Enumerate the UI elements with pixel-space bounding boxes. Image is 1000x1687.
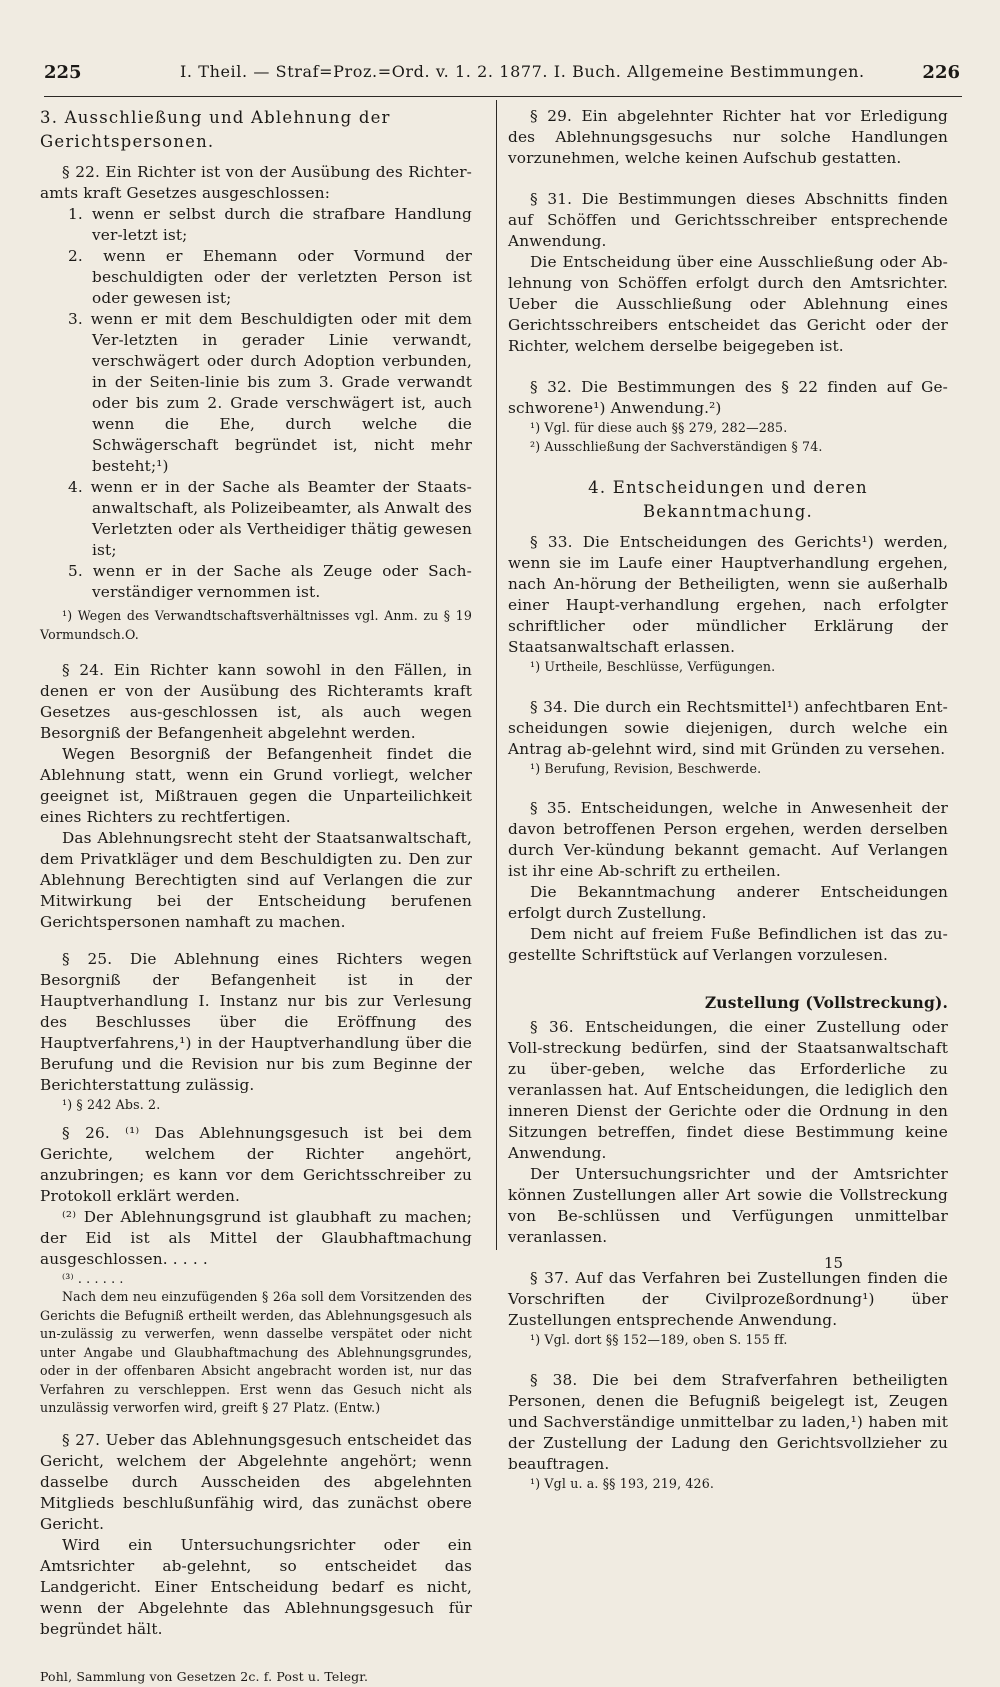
footnote: ¹) Vgl. für diese auch §§ 279, 282—285.	[530, 420, 788, 435]
paragraph-section: § 35. Entscheidungen, welche in Anwesenheit der davon betroffenen Person ergehen, werden derselben durch Ver-kündung bekannt gemacht. Auf Verlangen ist ihr eine Ab-schrift zu ertheilen.	[508, 799, 948, 880]
list-item: 4. wenn er in der Sache als Beamter der Staats-anwaltschaft, als Polizeibeamter, als Anwalt des Verletzten oder als Vertheidiger thätig gewesen ist;	[68, 478, 472, 559]
section-heading: 4. Entscheidungen und deren Bekanntmachung.	[588, 478, 868, 521]
page-number-right: 226	[922, 62, 960, 83]
paragraph-section: § 27. Ueber das Ablehnungsgesuch entscheidet das Gericht, welchem der Abgelehnte angehört; wenn dasselbe durch Ausscheiden des abgelehnten Mitglieds beschlußunfähig wird, das zunächst obere Gericht.	[40, 1430, 472, 1533]
section-heading: 3. Ausschließung und Ablehnung der Gerichtspersonen.	[40, 108, 391, 151]
paragraph: ⁽²⁾ Der Ablehnungsgrund ist glaubhaft zu machen; der Eid ist als Mittel der Glaubhaftmachung ausgeschlossen. . . . .	[40, 1207, 472, 1268]
paragraph-section: § 29. Ein abgelehnter Richter hat vor Erledigung des Ablehnungsgesuchs nur solche Handlungen vorzunehmen, welche keinen Aufschub gestatten.	[508, 107, 948, 167]
paragraph-section: § 33. Die Entscheidungen des Gerichts¹) werden, wenn sie im Laufe einer Hauptverhandlung ergehen, nach An-hörung der Betheiligten, wenn sie außerhalb einer Haupt-verhandlung ergehen, nach erfolgter schriftlicher oder mündlicher Erklärung der Staatsanwaltschaft erlassen.	[508, 533, 948, 656]
footnote: ⁽³⁾ . . . . . .	[62, 1270, 124, 1286]
spacer	[508, 456, 948, 476]
spacer	[40, 644, 472, 660]
footnote: Nach dem neu einzufügenden § 26a soll dem Vorsitzenden des Gerichts die Befugniß ertheilt werden, das Ablehnungsgesuch als un-zulässig zu verwerfen, wenn dasselbe verspätet oder nicht unter Angabe und Glaubhaftmachung des Ablehnungsgrundes, oder in der offenbaren Absicht angebracht worden ist, nur das Verfahren zu verschleppen. Erst wenn das Gesuch nicht als unzulässig verworfen wird, greift § 27 Platz. (Entw.)	[40, 1289, 472, 1415]
list-item: 2. wenn er Ehemann oder Vormund der beschuldigten oder der verletzten Person ist oder gewesen ist;	[68, 247, 472, 307]
spacer	[508, 778, 948, 798]
running-header	[44, 62, 960, 98]
paragraph-section: § 26. ⁽¹⁾ Das Ablehnungsgesuch ist bei dem Gerichte, welchem der Richter angehört, anzubringen; es kann vor dem Gerichtsschreiber zu Protokoll erklärt werden.	[40, 1123, 472, 1205]
paragraph: Wegen Besorgniß der Befangenheit findet die Ablehnung statt, wenn ein Grund vorliegt, welcher geeignet ist, Mißtrauen gegen die Unparteilichkeit eines Richters zu rechtfertigen.	[40, 745, 472, 826]
spacer	[40, 154, 472, 162]
footnote: ¹) § 242 Abs. 2.	[62, 1097, 161, 1112]
paragraph: Dem nicht auf freiem Fuße Befindlichen ist das zu-gestellte Schriftstück auf Verlangen vorzulesen.	[508, 925, 948, 964]
spacer	[508, 169, 948, 189]
paragraph-section: § 37. Auf das Verfahren bei Zustellungen finden die Vorschriften der Civilprozeßordnung¹) über Zustellungen entsprechende Anwendung.	[508, 1269, 948, 1329]
footnote: ¹) Urtheile, Beschlüsse, Verfügungen.	[530, 659, 776, 674]
list-item: 3. wenn er mit dem Beschuldigten oder mit dem Ver-letzten in gerader Linie verwandt, verschwägert oder durch Adoption verbunden, in der Seiten-linie bis zum 3. Grade verwandt oder bis zum 2. Grade verschwägert ist, auch wenn die Ehe, durch welche die Schwägerschaft begründet ist, nicht mehr besteht;¹)	[68, 310, 472, 475]
spacer	[40, 1418, 472, 1430]
header-rule	[44, 96, 962, 97]
list-item: 5. wenn er in der Sache als Zeuge oder Sach-verständiger vernommen ist.	[68, 562, 472, 601]
spacer	[40, 1640, 472, 1666]
right-column	[508, 106, 948, 1493]
page-number-left: 225	[44, 62, 82, 83]
paragraph-section: § 25. Die Ablehnung eines Richters wegen Besorgniß der Befangenheit ist in der Hauptverhandlung I. Instanz nur bis zur Verlesung des Beschlusses über die Eröffnung des Hauptverfahrens,¹) in der Hauptverhandlung über die Berufung und die Revision nur bis zum Beginne der Berichterstattung zulässig.	[40, 950, 472, 1094]
spacer	[40, 1115, 472, 1123]
paragraph: Der Untersuchungsrichter und der Amtsrichter können Zustellungen aller Art sowie die Vollstreckung von Be-schlüssen und Verfügungen unmittelbar veranlassen.	[508, 1165, 948, 1246]
paragraph-section: § 36. Entscheidungen, die einer Zustellung oder Voll-streckung bedürfen, sind der Staatsanwaltschaft zu über-geben, welche das Erforderliche zu veranlassen hat. Auf Entscheidungen, die lediglich den inneren Dienst der Gerichte oder die Ordnung in den Sitzungen betreffen, findet diese Bestimmung keine Anwendung.	[508, 1018, 948, 1162]
spacer	[508, 966, 948, 992]
spacer	[508, 1350, 948, 1370]
paragraph: Wird ein Untersuchungsrichter oder ein Amtsrichter ab-gelehnt, so entscheidet das Landgericht. Einer Entscheidung bedarf es nicht, wenn der Abgelehnte das Ablehnungsgesuch für begründet hält.	[40, 1535, 472, 1638]
paragraph-section: § 31. Die Bestimmungen dieses Abschnitts finden auf Schöffen und Gerichtsschreiber entsprechende Anwendung.	[508, 190, 948, 250]
spacer	[508, 524, 948, 532]
paragraph: Die Entscheidung über eine Ausschließung oder Ab-lehnung von Schöffen erfolgt durch den Amtsrichter. Ueber die Ausschließung oder Ablehnung eines Gerichtsschreibers entscheidet das Gericht oder der Richter, welchem derselbe beigegeben ist.	[508, 253, 948, 355]
subheading: Zustellung (Vollstreckung).	[704, 993, 948, 1012]
paragraph-section: § 22. Ein Richter ist von der Ausübung des Richter-amts kraft Gesetzes ausgeschlossen:	[40, 163, 472, 202]
paragraph-section: § 32. Die Bestimmungen des § 22 finden auf Ge-schworene¹) Anwendung.²)	[508, 378, 948, 417]
footnote: ¹) Wegen des Verwandtschaftsverhältnisses vgl. Anm. zu § 19 Vormundsch.O.	[40, 608, 472, 642]
column-divider	[496, 100, 497, 1250]
paragraph-section: § 38. Die bei dem Strafverfahren betheiligten Personen, denen die Befugniß beigelegt ist, Zeugen und Sachverständige unmittelbar zu laden,¹) haben mit der Zustellung der Ladung den Gerichtsvollzieher zu beauftragen.	[508, 1370, 948, 1473]
paragraph: Die Bekanntmachung anderer Entscheidungen erfolgt durch Zustellung.	[508, 883, 948, 922]
list-item: 1. wenn er selbst durch die strafbare Handlung ver-letzt ist;	[68, 205, 472, 244]
footnote: ²) Ausschließung der Sachverständigen § 74.	[530, 438, 823, 454]
footnote: ¹) Vgl u. a. §§ 193, 219, 426.	[530, 1475, 715, 1491]
paragraph: Das Ablehnungsrecht steht der Staatsanwaltschaft, dem Privatkläger und dem Beschuldigten zu. Den zur Ablehnung Berechtigten sind auf Verlangen die zur Mitwirkung bei der Entscheidung berufenen Gerichtspersonen namhaft zu machen.	[40, 829, 472, 931]
spacer	[508, 677, 948, 697]
running-title: I. Theil. — Straf=Proz.=Ord. v. 1. 2. 1877. I. Buch. Allgemeine Bestimmungen.	[180, 62, 865, 81]
left-column	[40, 106, 472, 1687]
spacer	[508, 1248, 948, 1268]
spacer	[508, 357, 948, 377]
paragraph-section: § 34. Die durch ein Rechtsmittel¹) anfechtbaren Ent-scheidungen sowie diejenigen, durch welche ein Antrag ab-gelehnt wird, sind mit Gründen zu versehen.	[508, 697, 948, 758]
footnote: ¹) Vgl. dort §§ 152—189, oben S. 155 ff.	[530, 1332, 788, 1347]
paragraph-section: § 24. Ein Richter kann sowohl in den Fällen, in denen er von der Ausübung des Richteramts kraft Gesetzes aus-geschlossen ist, als auch wegen Besorgniß der Befangenheit abgelehnt werden.	[40, 661, 472, 742]
source-note: Pohl, Sammlung von Gesetzen 2c. f. Post u. Telegr.	[40, 1668, 369, 1684]
footnote: ¹) Berufung, Revision, Beschwerde.	[530, 760, 762, 776]
signature-mark: 15	[824, 1254, 844, 1272]
spacer	[40, 933, 472, 949]
